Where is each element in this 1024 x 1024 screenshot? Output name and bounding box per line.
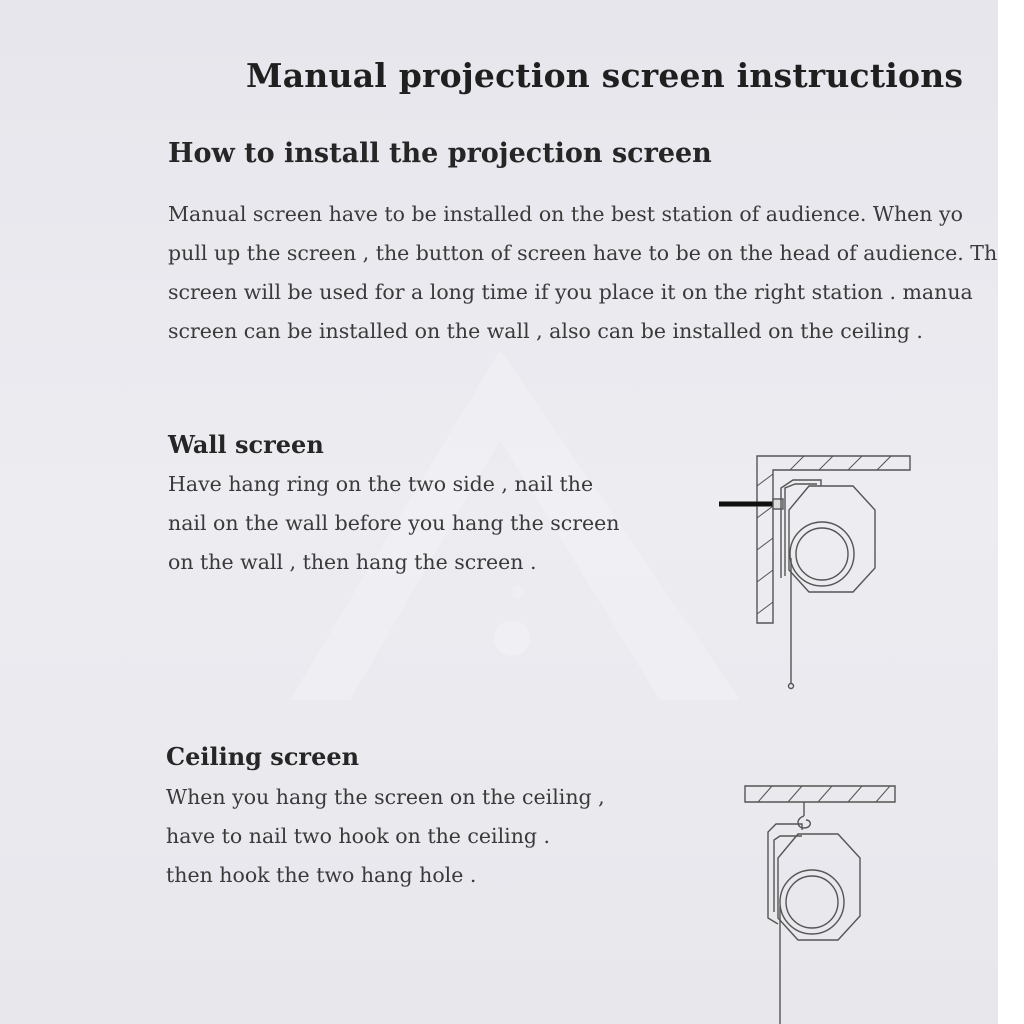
ceiling-line: have to nail two hook on the ceiling . [166, 824, 551, 848]
wall-line: nail on the wall before you hang the screen [168, 511, 620, 535]
ceiling-line: then hook the two hang hole . [166, 863, 477, 887]
install-line: pull up the screen , the button of screen have to be on the head of audience. Th [168, 241, 998, 265]
install-line: screen will be used for a long time if you place it on the right station . manua [168, 280, 973, 304]
install-heading: How to install the projection screen [168, 138, 712, 169]
wall-screen-text [168, 465, 620, 582]
ceiling-line: When you hang the screen on the ceiling , [166, 785, 605, 809]
ceiling-screen-text [166, 778, 605, 895]
install-paragraph [168, 195, 998, 351]
page-edge [998, 0, 1024, 1024]
ceiling-screen-heading: Ceiling screen [166, 742, 360, 771]
wall-mount-diagram [715, 448, 920, 693]
wall-line: Have hang ring on the two side , nail the [168, 472, 594, 496]
wall-line: on the wall , then hang the screen . [168, 550, 537, 574]
wall-screen-heading: Wall screen [168, 430, 324, 459]
ceiling-mount-diagram [740, 778, 900, 1024]
page-title: Manual projection screen instructions [246, 56, 964, 95]
install-line: Manual screen have to be installed on the best station of audience. When yo [168, 202, 963, 226]
install-line: screen can be installed on the wall , also can be installed on the ceiling . [168, 319, 923, 343]
